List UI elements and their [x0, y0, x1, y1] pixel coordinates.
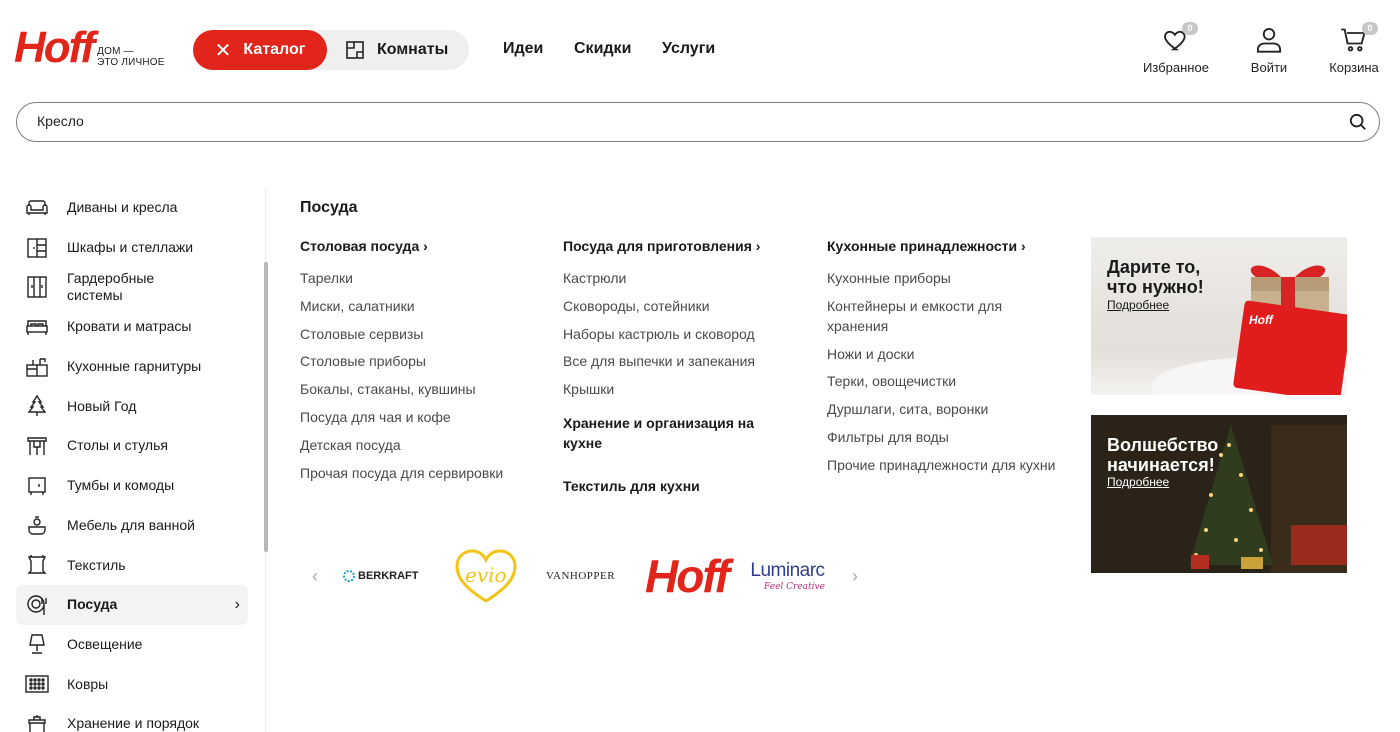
brands-prev-arrow[interactable]: ‹ — [312, 566, 318, 586]
nav-ideas[interactable]: Идеи — [503, 40, 544, 57]
catalog-sidebar — [16, 188, 248, 732]
link-kids-dishes[interactable]: Детская посуда — [300, 436, 401, 453]
sidebar-item-beds[interactable]: Кровати и матрасы — [16, 307, 248, 347]
carpet-icon — [24, 671, 50, 697]
category-heading-kitchen-textile[interactable]: Текстиль для кухни — [563, 478, 700, 495]
brand-berkraft[interactable]: BERKRAFT — [342, 545, 419, 607]
sidebar-item-bathroom[interactable]: Мебель для ванной — [16, 506, 248, 546]
promo-gifts-title: Дарите то, что нужно! — [1107, 257, 1204, 297]
column-kitchen-tools — [827, 236, 1057, 483]
search-input[interactable] — [37, 113, 1337, 129]
login-button[interactable] — [1244, 26, 1294, 75]
sidebar-item-wardrobes[interactable]: Гардеробные системы — [16, 267, 248, 307]
sidebar-item-cabinets[interactable]: Шкафы и стеллажи — [16, 228, 248, 268]
user-icon — [1255, 26, 1283, 54]
nightstand-icon — [24, 473, 50, 499]
sidebar-item-lighting[interactable]: Освещение — [16, 625, 248, 665]
sidebar-item-sofas[interactable]: Диваны и кресла — [16, 188, 248, 228]
brands-carousel — [300, 545, 870, 607]
brand-hoff[interactable]: Hoff — [645, 550, 729, 602]
dishes-icon — [24, 592, 50, 618]
rooms-button[interactable] — [345, 30, 448, 70]
brand-vanhopper[interactable]: VANHOPPER — [546, 570, 616, 582]
link-bakeware[interactable]: Все для выпечки и запекания — [563, 353, 755, 370]
link-pots[interactable]: Кастрюли — [563, 270, 627, 286]
search-bar — [16, 102, 1380, 142]
rooms-label: Комнаты — [377, 41, 449, 58]
link-kitchen-utensils[interactable]: Кухонные приборы — [827, 270, 951, 286]
logo-wordmark: Hoff — [14, 23, 94, 72]
link-plates[interactable]: Тарелки — [300, 270, 353, 286]
login-label: Войти — [1250, 60, 1288, 75]
sofa-icon — [24, 195, 50, 221]
link-tea-coffee[interactable]: Посуда для чая и кофе — [300, 408, 451, 425]
berkraft-logo-icon — [342, 569, 356, 583]
brands-next-arrow[interactable]: › — [852, 566, 858, 586]
promo-magic-title: Волшебство начинается! — [1107, 435, 1219, 475]
favorites-count-badge: 0 — [1182, 22, 1198, 35]
table-icon — [24, 433, 50, 459]
column-tableware — [300, 236, 540, 490]
link-cutlery[interactable]: Столовые приборы — [300, 353, 426, 370]
sidebar-item-carpets[interactable]: Ковры — [16, 664, 248, 704]
promo-magic-link[interactable]: Подробнее — [1107, 475, 1170, 489]
bed-icon — [24, 314, 50, 340]
sidebar-item-textile[interactable]: Текстиль — [16, 545, 248, 585]
sidebar-item-kitchens[interactable]: Кухонные гарнитуры — [16, 347, 248, 387]
chevron-right-icon: › — [234, 595, 240, 613]
brand-evio[interactable]: evio — [455, 545, 517, 607]
sidebar-item-nightstands[interactable]: Тумбы и комоды — [16, 466, 248, 506]
sidebar-scrollbar[interactable] — [264, 262, 268, 552]
cart-label: Корзина — [1329, 60, 1379, 75]
textile-icon — [24, 552, 50, 578]
column-cookware — [563, 236, 803, 496]
category-heading-kitchen-tools[interactable]: Кухонные принадлежности › — [827, 238, 1026, 254]
promo-gifts-link[interactable]: Подробнее — [1107, 298, 1170, 312]
favorites-button[interactable] — [1140, 23, 1212, 75]
link-other-serving[interactable]: Прочая посуда для сервировки — [300, 464, 504, 481]
cabinet-icon — [24, 235, 50, 261]
favorites-label: Избранное — [1143, 60, 1209, 75]
search-icon[interactable] — [1349, 113, 1367, 131]
sidebar-item-dishes[interactable]: Посуда › — [16, 585, 248, 625]
category-heading-cookware[interactable]: Посуда для приготовления › — [563, 238, 761, 254]
promo-banner-magic[interactable] — [1091, 415, 1347, 573]
link-glasses[interactable]: Бокалы, стаканы, кувшины — [300, 381, 476, 398]
link-lids[interactable]: Крышки — [563, 381, 615, 398]
cart-count-badge: 0 — [1362, 22, 1378, 35]
category-heading-kitchen-storage[interactable]: Хранение и организация на кухне — [563, 415, 755, 452]
nav-discounts[interactable]: Скидки — [574, 40, 632, 57]
bathroom-icon — [24, 512, 50, 538]
link-other-kitchen-tools[interactable]: Прочие принадлежности для кухни — [827, 456, 1056, 473]
link-cookware-sets[interactable]: Наборы кастрюль и сковород — [563, 325, 755, 342]
catalog-label: Каталог — [243, 41, 306, 58]
christmas-tree-icon — [24, 393, 50, 419]
kitchen-icon — [24, 354, 50, 380]
link-water-filters[interactable]: Фильтры для воды — [827, 428, 949, 445]
promo-banner-gifts[interactable]: Hoff Дарите то, что нужно! Подробнее — [1091, 237, 1347, 395]
catalog-button[interactable] — [193, 30, 327, 70]
sidebar-item-tables[interactable]: Столы и стулья — [16, 426, 248, 466]
lamp-icon — [24, 631, 50, 657]
logo-tagline: ДОМ — ЭТО ЛИЧНОЕ — [97, 46, 165, 68]
storage-icon — [24, 711, 50, 732]
link-colanders[interactable]: Дуршлаги, сита, воронки — [827, 401, 989, 418]
sidebar-item-storage[interactable]: Хранение и порядок — [16, 704, 248, 732]
close-icon: ✕ — [214, 39, 232, 62]
link-knives-boards[interactable]: Ножи и доски — [827, 345, 915, 362]
link-containers[interactable]: Контейнеры и емкости для хранения — [827, 297, 1003, 334]
wardrobe-icon — [24, 274, 50, 300]
brand-luminarc[interactable]: Luminarc Feel Creative — [750, 560, 825, 592]
section-title: Посуда — [300, 199, 358, 216]
nav-services[interactable]: Услуги — [662, 40, 716, 57]
cart-button[interactable] — [1324, 23, 1384, 75]
hoff-logo[interactable] — [14, 23, 165, 72]
link-bowls[interactable]: Миски, салатники — [300, 297, 415, 314]
floorplan-icon — [345, 40, 365, 60]
link-dinner-sets[interactable]: Столовые сервизы — [300, 325, 424, 342]
link-pans[interactable]: Сковороды, сотейники — [563, 297, 710, 314]
link-graters[interactable]: Терки, овощечистки — [827, 373, 957, 390]
category-heading-tableware[interactable]: Столовая посуда › — [300, 238, 428, 254]
sidebar-item-new-year[interactable]: Новый Год — [16, 386, 248, 426]
